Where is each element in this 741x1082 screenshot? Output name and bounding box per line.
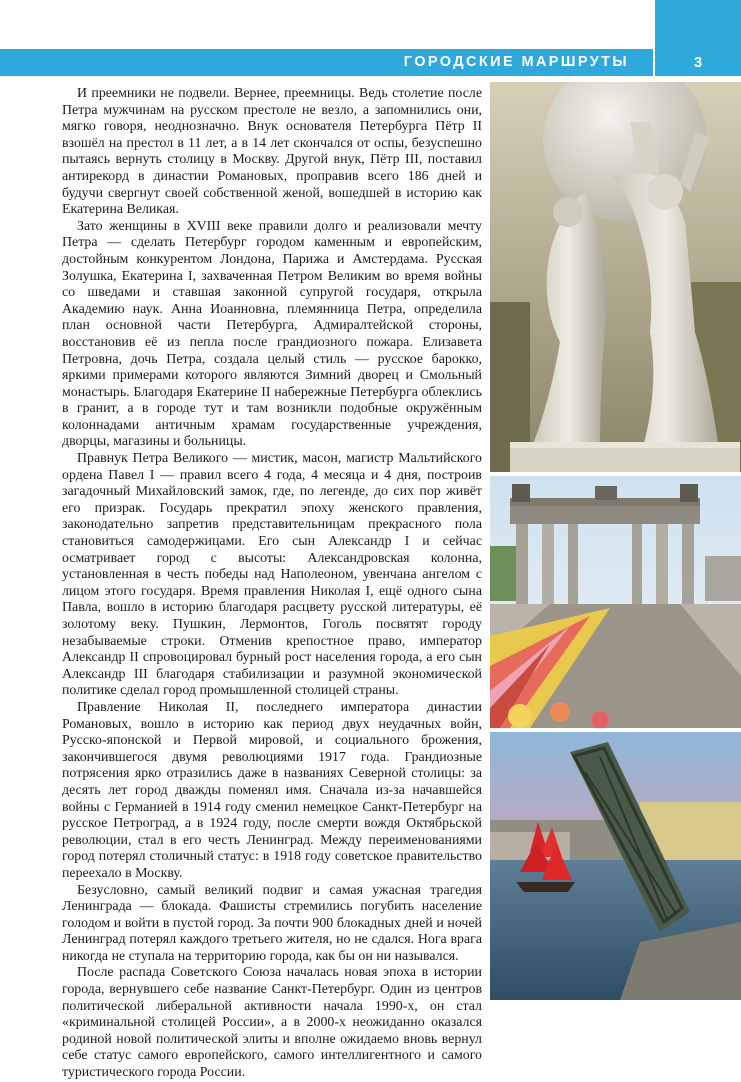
drawbridge-scarlet-sails-photo <box>490 732 741 1000</box>
paragraph: После распада Советского Союза началась новая эпоха в истории города, вернувшего себе название Санкт-Петербург. Один из центров политической либеральной активности начала 1990-х, он стал «криминальной столицей России», а в 2000-х неожиданно оказался родиной новой политической элиты и вполне ожидаемо вновь вернул себе статус самого европейского, самого интеллигентного и самого туристического города России. <box>62 965 482 1081</box>
page-number-box <box>655 0 741 76</box>
section-title: ГОРОДСКИЕ МАРШРУТЫ <box>403 54 629 70</box>
atlantes-statue-photo <box>490 82 741 472</box>
paragraph: Правнук Петра Великого — мистик, масон, магистр Мальтийского ордена Павел I — правил всего 4 года, 4 месяца и 4 дня, построив загадочный Михайловский замок, где, по легенде, до сих пор живёт его призрак. Государь прекратил эпоху женского правления, законодательно запретив представительницам прекрасного пола становиться самодержицами. Его сын Александр I и сейчас осматривает город с высоты: Александровская колонна, установленная в честь победы над Наполеоном, увенчана ангелом с лицом этого государя. Время правления Николая I, ещё одного сына Павла, вошло в историю благодаря расцвету русской литературы, её золотому веку. Пушкин, Лермонтов, Гоголь посвятят городу незабываемые строки. Отменив крепостное право, император Александр II спровоцировал бурный рост населения города, а его сын Александр III благодаря стабилизации и разумной экономической политике сделал город промышленной столицей страны. <box>62 451 482 699</box>
paragraph: Зато женщины в XVIII веке правили долго и реализовали мечту Петра — сделать Петербург городом каменным и европейским, достойным конкурентом Лондона, Парижа и Амстердама. Русская Золушка, Екатерина I, захваченная Петром Великим во время войны со шведами и ставшая законной супругой государя, открыла Академию наук. Анна Иоанновна, племянница Петра, определила план основной части Петербурга, Адмиралтейской стороны, восстановив её из пепла после грандиозного пожара. Елизавета Петровна, дочь Петра, создала целый стиль — русское барокко, яркими примерами которого являются Зимний дворец и Смольный монастырь. Благодаря Екатерине II набережные Петербурга облеклись в гранит, а в городе тут и там возникли подобные окружённым колоннадами античным храмам государственные учреждения, дворцы, магазины и больницы. <box>62 218 482 450</box>
body-text <box>62 86 482 1082</box>
paragraph: И преемники не подвели. Вернее, преемницы. Ведь столетие после Петра мужчинам на русском престоле не везло, а запомнились они, мягко говоря, неоднозначно. Внук основателя Петербурга Пётр II взошёл на престол в 11 лет, а в 14 лет скончался от оспы, безуспешно пытаясь вернуть столицу в Москву. Другой внук, Пётр III, поставил антирекорд в династии Романовых, проправив всего 186 дней и будучи свергнут своей собственной женой, вошедшей в историю как Екатерина Великая. <box>62 86 482 218</box>
paragraph: Безусловно, самый великий подвиг и самая ужасная трагедия Ленинграда — блокада. Фашисты стремились погубить население голодом и войти в пустой город. За почти 900 блокадных дней и ночей Ленинград потерял каждого третьего жителя, но не сдался. Нога врага никогда не ступала на территорию города, как бы он ни назывался. <box>62 882 482 964</box>
page-number: 3 <box>693 54 703 71</box>
moscow-triumphal-gate-photo <box>490 476 741 728</box>
paragraph: Правление Николая II, последнего императора династии Романовых, вошло в историю как период двух неудачных войн, Русско-японской и Первой мировой, и социального брожения, закончившегося двумя революциями 1917 года. Грандиозные потрясения ярко отразились даже в названиях Северной столицы: за десять лет город дважды поменял имя. Сначала из-за начавшейся войны с Германией в 1914 году сменил немецкое Санкт-Петербург на русское Петроград, а в 1924 году, после смерти вождя Октябрьской революции, стал в его честь Ленинград. Между переименованиями город потерял столичный статус: в 1918 году советское правительство переехало в Москву. <box>62 699 482 881</box>
